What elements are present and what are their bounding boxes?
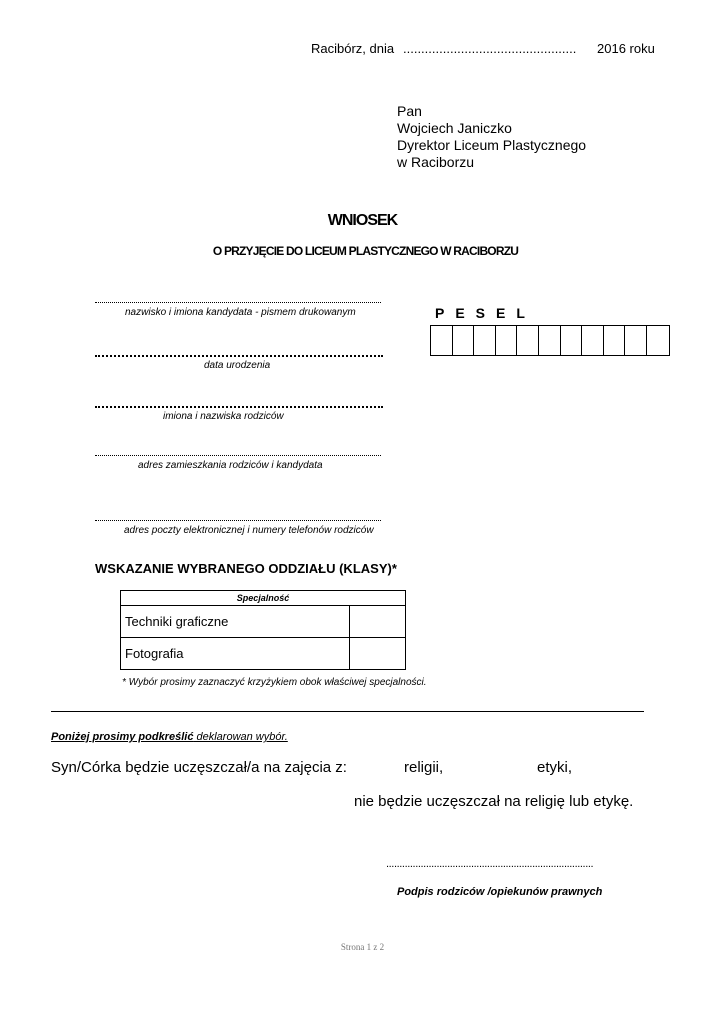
year-label: 2016 roku [597, 41, 655, 56]
religion-instruction [51, 731, 288, 743]
document-subtitle: O PRZYJĘCIE DO LICEUM PLASTYCZNEGO W RACIBORZU [212, 244, 519, 258]
page-number: Strona 1 z 2 [340, 942, 385, 952]
contact-caption: adres poczty elektronicznej i numery telefonów rodziców [124, 525, 374, 536]
signature-field[interactable]: .............................................................................. [386, 858, 594, 870]
pesel-digit-box[interactable] [582, 326, 604, 355]
parents-field[interactable] [95, 406, 383, 408]
specialty-checkbox-techniki[interactable] [349, 606, 405, 638]
table-row [121, 638, 406, 670]
pesel-digit-box[interactable] [539, 326, 561, 355]
religion-instruction-bold: Poniżej prosimy podkreślić [51, 731, 194, 743]
recipient-line-3: Dyrektor Liceum Plastycznego [397, 137, 587, 153]
specialty-table-header: Specjalność [121, 591, 406, 606]
religion-option[interactable]: religii, [404, 759, 444, 776]
document-title: WNIOSEK [327, 212, 398, 229]
specialty-name: Fotografia [121, 638, 350, 670]
pesel-digit-box[interactable] [431, 326, 453, 355]
recipient-line-2: Wojciech Janiczko [397, 120, 512, 136]
contact-field[interactable] [95, 520, 381, 521]
pesel-input[interactable] [430, 325, 670, 356]
parents-caption: imiona i nazwiska rodziców [163, 411, 284, 422]
date-field[interactable]: ................................................ [403, 41, 577, 56]
table-row [121, 606, 406, 638]
recipient-line-4: w Raciborzu [397, 154, 475, 170]
specialty-table [120, 590, 406, 670]
pesel-digit-box[interactable] [647, 326, 669, 355]
pesel-digit-box[interactable] [561, 326, 583, 355]
place-date-label: Racibórz, dnia [311, 41, 395, 56]
specialty-checkbox-fotografia[interactable] [349, 638, 405, 670]
pesel-digit-box[interactable] [625, 326, 647, 355]
signature-label: Podpis rodziców /opiekunów prawnych [397, 886, 603, 898]
name-field[interactable] [95, 302, 381, 303]
class-choice-heading: WSKAZANIE WYBRANEGO ODDZIAŁU (KLASY)* [95, 561, 397, 576]
address-caption: adres zamieszkania rodziców i kandydata [138, 460, 323, 471]
ethics-option[interactable]: etyki, [537, 759, 573, 776]
pesel-digit-box[interactable] [474, 326, 496, 355]
religion-instruction-rest: deklarowan wybór. [193, 731, 288, 743]
pesel-digit-box[interactable] [496, 326, 518, 355]
pesel-digit-box[interactable] [517, 326, 539, 355]
pesel-digit-box[interactable] [604, 326, 626, 355]
name-caption: nazwisko i imiona kandydata - pismem drukowanym [125, 307, 356, 318]
birth-date-caption: data urodzenia [204, 360, 271, 371]
recipient-line-1: Pan [397, 103, 422, 119]
pesel-digit-box[interactable] [453, 326, 475, 355]
divider [51, 711, 644, 712]
specialty-name: Techniki graficzne [121, 606, 350, 638]
birth-date-field[interactable] [95, 355, 383, 357]
religion-question: Syn/Córka będzie uczęszczał/a na zajęcia z: [51, 759, 347, 776]
none-option[interactable]: nie będzie uczęszczał na religię lub etykę. [354, 793, 634, 810]
address-field[interactable] [95, 455, 381, 456]
specialty-footnote: * Wybór prosimy zaznaczyć krzyżykiem obok właściwej specjalności. [122, 677, 427, 688]
pesel-label: PESEL [435, 305, 536, 321]
